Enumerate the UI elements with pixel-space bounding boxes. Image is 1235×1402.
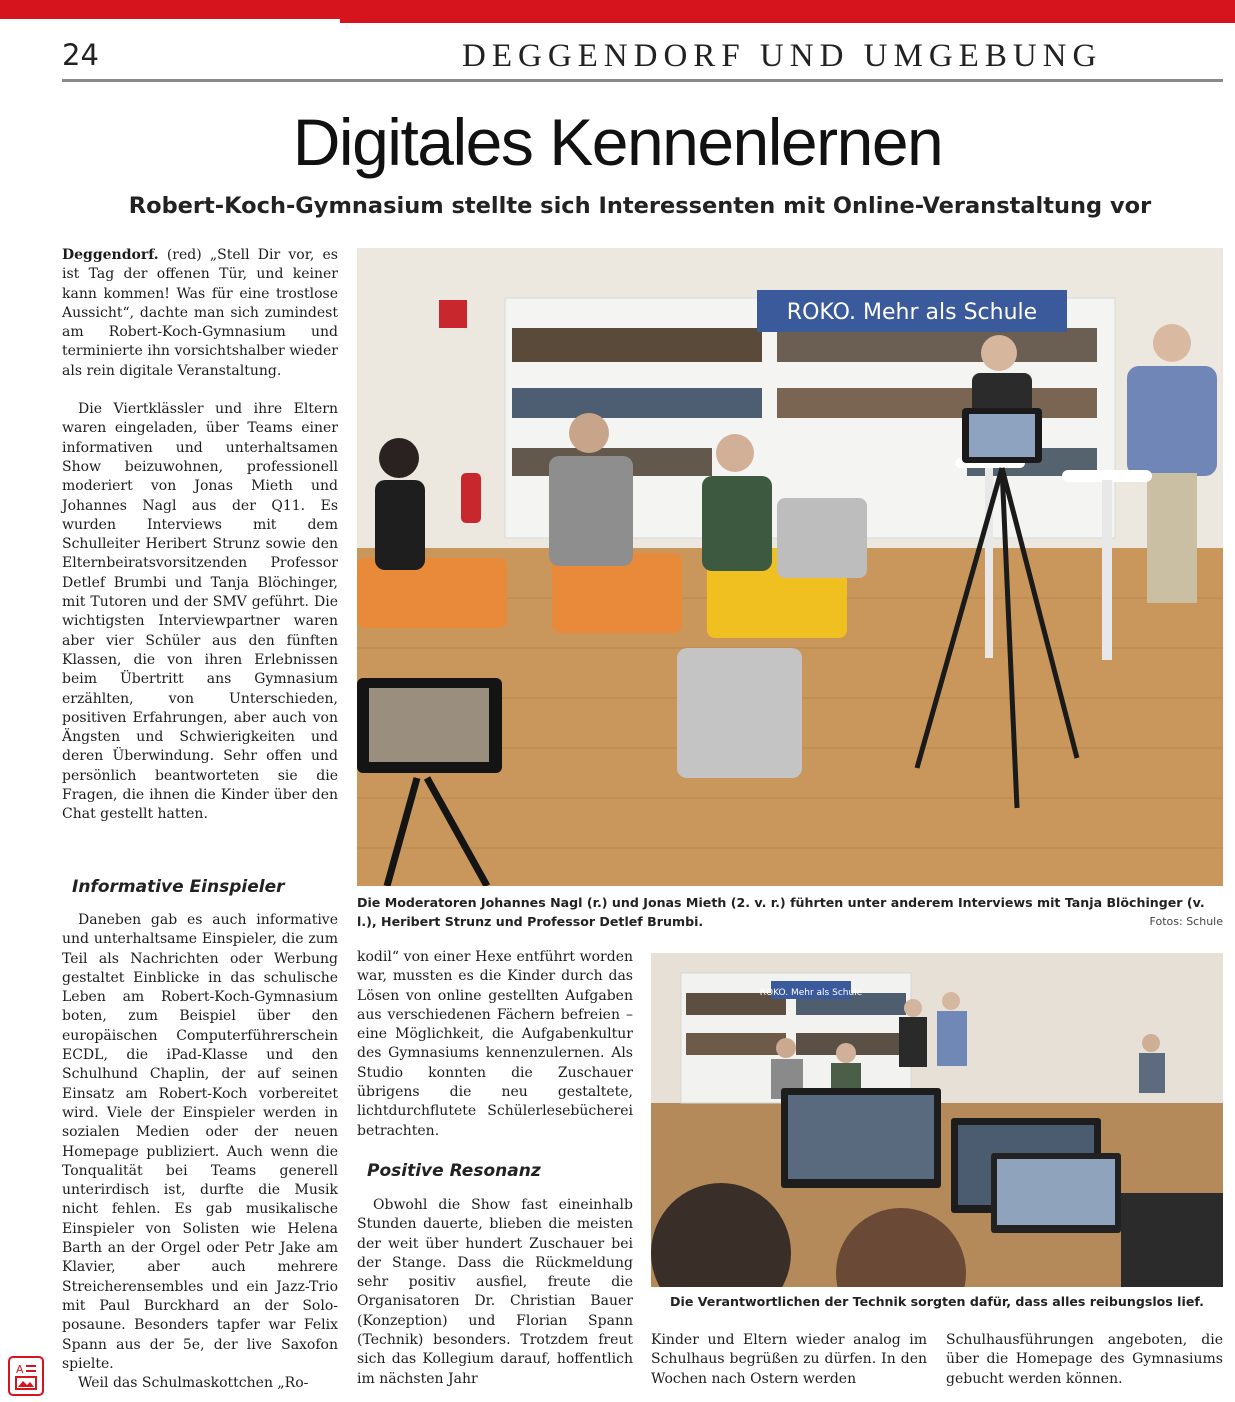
page-number: 24	[62, 38, 99, 72]
document-icon[interactable]	[8, 1356, 44, 1396]
article-column-2	[357, 948, 633, 1141]
subheading-positive-resonanz: Positive Resonanz	[367, 1161, 541, 1181]
article-column-2-lower	[357, 1196, 633, 1389]
banner-text-2: ROKO. Mehr als Schule	[759, 988, 863, 998]
paragraph-intro	[62, 246, 338, 381]
paragraph-3: Daneben gab es auch informative und unterhaltsame Einspieler, die zum Teil als Nachrichten oder Werbung gestaltet Einblicke in das schulische Leben am Robert-Koch-Gymnasium boten, zum Beispiel über den europäischen Computerführerschein ECDL, die iPad-Klasse und den Schulhund Chaplin, der auf seinen Einsatz am Robert-Koch vorbereitet wird. Viele der Einspieler werden in sozialen Medien oder der neuen Homepage publiziert. Auch wenn die Tonqualität bei Teams generell unterirdisch ist, durfte die Musik nicht fehlen. Es gab musikalische Einspieler von Solisten wie Helena Barth an der Orgel oder Petr Jake am Klavier, aber auch mehrere Streicherensembles und ein Jazz-Trio mit Paul Burckhard an der Soloposaune. Besonders tapfer war Felix Spann aus der 5e, der live Saxofon spielte.	[62, 912, 338, 1372]
paragraph-4: Weil das Schulmaskottchen „Ro-	[78, 1375, 309, 1392]
article-column-4	[946, 1331, 1223, 1389]
header-rule	[62, 79, 1223, 82]
paragraph-intro-text: (red) „Stell Dir vor, es ist Tag der offenen Tür, und keiner kann kommen! Was für eine trostlose Aussicht“, dachte man sich zumindest am Robert-Koch-Gymnasium und terminierte ihn vorsichtshalber wieder als rein digitale Veranstaltung.	[62, 247, 338, 379]
top-color-bar-extension	[340, 19, 1235, 23]
paragraph-5: kodil“ von einer Hexe entführt worden war, mussten es die Kinder durch das Lösen von online gestellten Aufgaben aus verschiedenen Fächern befreien – eine Möglichkeit, die Aufgabenkultur des Gymnasiums kennenzulernen. Als Studio konnten die Zuschauer übrigens die neu gestaltete, lichtdurchflutete Schülerlesebücherei betrachten.	[357, 949, 633, 1139]
main-photo	[357, 248, 1223, 886]
top-color-bar	[0, 0, 1235, 19]
paragraph-2: Die Viertklässler und ihre Eltern waren eingeladen, über Teams einer informativen und unterhaltsamen Show beizuwohnen, professionell moderiert von Jonas Mieth und Johannes Nagl aus der Q11. Es wurden Interviews mit dem Schulleiter Heribert Strunz sowie den Elternbeiratsvorsitzenden Professor Detlef Brumbi und Tanja Blöchinger, mit Tutoren und der SMV geführt. Die wichtigsten Interviewpartner waren aber vier Schüler aus den fünften Klassen, die von ihren Erlebnissen beim Übertritt ans Gymnasium erzählten, von Unterschieden, positiven Erfahrungen, aber auch von Ängsten und Schwierigkeiten und deren Überwindung. Sehr offen und persönlich beantworteten sie die Fragen, die ihnen die Kinder über den Chat gestellt hatten.	[62, 401, 338, 823]
svg-text:A: A	[16, 1363, 24, 1376]
paragraph-6: Obwohl die Show fast eineinhalb Stunden dauerte, blieben die meisten der weit über hundert Zuschauer bei der Stange. Dass die Rückmeldung sehr positiv ausfiel, freute die Organisatoren Dr. Christian Bauer (Konzeption) und Florian Spann (Technik) besonders. Trotzdem freut sich das Kollegium darauf, hoffentlich im nächsten Jahr	[357, 1197, 633, 1387]
article-column-3	[651, 1331, 927, 1389]
photo-caption-2: Die Verantwortlichen der Technik sorgten dafür, dass alles reibungslos lief.	[670, 1294, 1204, 1309]
photo-caption-1: Die Moderatoren Johannes Nagl (r.) und Jonas Mieth (2. v. r.) führten unter anderem Interviews mit Tanja Blöchinger (v. l.), Heribert Strunz und Professor Detlef Brumbi.	[357, 895, 1205, 929]
paragraph-7: Kinder und Eltern wieder analog im Schulhaus begrüßen zu dürfen. In den Wochen nach Ostern werden	[651, 1332, 927, 1387]
secondary-photo	[651, 953, 1223, 1287]
article-column-1	[62, 246, 338, 825]
article-column-1-lower	[62, 911, 338, 1393]
paragraph-8: Schulhausführungen angeboten, die über die Homepage des Gymnasiums gebucht werden können.	[946, 1332, 1223, 1387]
banner-text: ROKO. Mehr als Schule	[786, 300, 1038, 325]
article-headline: Digitales Kennenlernen	[292, 105, 943, 179]
section-title: DEGGENDORF UND UMGEBUNG	[462, 38, 1103, 74]
photo-credit: Fotos: Schule	[1149, 915, 1223, 928]
dateline: Deggendorf.	[62, 247, 159, 263]
subheading-informative-einspieler: Informative Einspieler	[72, 877, 285, 897]
article-subheadline: Robert-Koch-Gymnasium stellte sich Interessenten mit Online-Veranstaltung vor	[128, 193, 1152, 219]
